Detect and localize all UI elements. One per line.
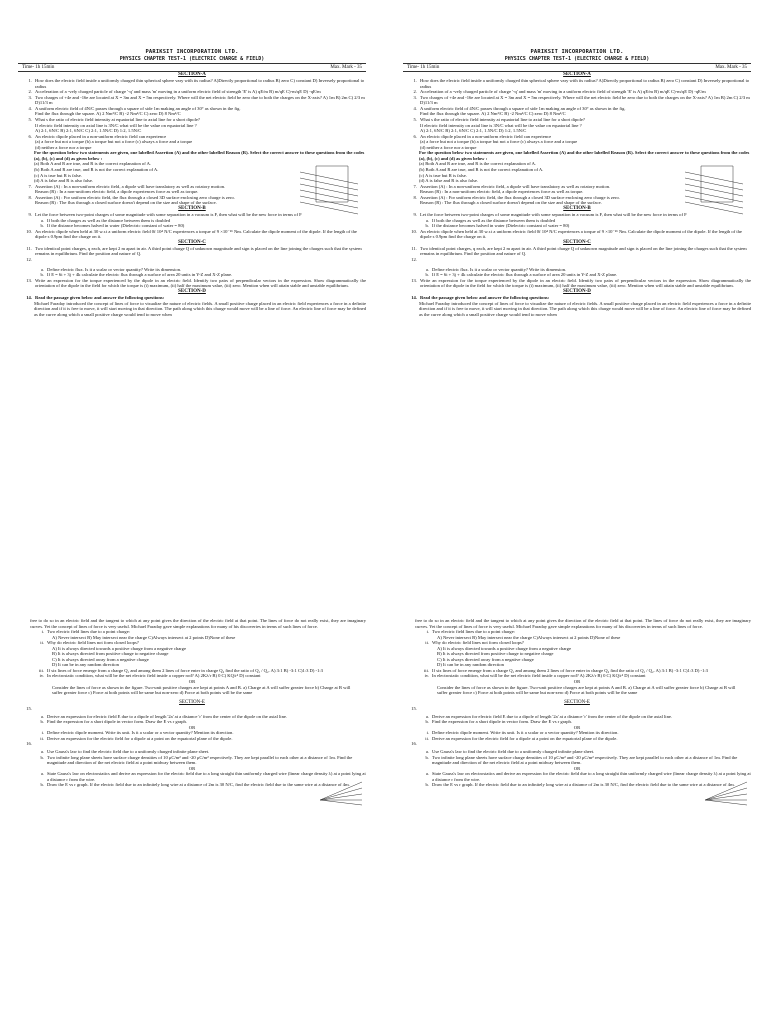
question-11: 11. Two identical point charges, q each, are kept 2 m apart in air. A third point charge Q of unknown magnitude and sign is placed on the line joining the charges such that the system remains in equilibrium. Find the position and nature of Q.	[26, 245, 362, 257]
page-bottom-right: free to do so in an electric field and the tangent to which at any point gives the direction of the electric field at that point. The lines of force do not really exist, they are imaginary curves. Yet the concept of lines of force is very useful. Michael Faraday gave simple explanations for many of his discoveries in terms of such lines of force. i. Two electric field lines due to a point charge: A) Never intersect B) May intersect near the charge C)Always intersect at 2 points D)None of these ii. Why do electric field lines not form closed loops? A) It is always directed towards a positive charge from a negative charge B) It is always directed from positive charge to negative charge C) It is always directed away from a negative charge D) It can be in any random direction iii. If six lines of force emerge from a charge Q₁ and among them 2 lines of force enter in charge Q₂ find the ratio of Q₁ / Q₂. A) 3:1 B) -3:1 C)1:3 D) -1:3 iv. In electrostatic condition, what will be the net electric field inside a copper rod? A) 2Kλ/r B) 0 C) KQ/r² D) constant OR Consider the lines of force as shown in the figure. Two-unit positive charges are kept at points A and B. a) Charge at A will suffer greater force b) Charge at B will suffer greater force c) Force at both points will be same but non-zero d) Force at both points will be the same SECTION-E 15. a. Derive an expression for electric field E due to a dipole of length '2a' at a distance 'r' from the center of the dipole on the axial line. b. Find the expression for a short dipole in vector form. Draw the E vs r graph. OR i. Define electric dipole moment. Write its unit. Is it a scalar or a vector quantity? Mention its direction. ii. Derive an expression for the electric field for a dipole at a point on the equatorial plane of the dipole. 16. a. Use Gauss's law to find the electric field due to a uniformly charged infinite plane sheet. b. Two infinite long plane sheets have surface charge densities of 10 μC/m² and -20 μC/m² respectively. They are kept parallel to each other at a distance of 1m. Find the magnitude and direction of the net electric field at a point midway between them. OR a. State Gauss's law on electrostatics and derive an expression for the electric field due to a long straight thin uniformly charged wire (linear charge density λ) at a point lying at a distance r from the wire. b. Draw the E vs r graph. If the electric field due to an infinitely long wire at a distance of 2m is 30 N/C, find the electric field due to the same wire at a distance of 4m.	[403, 618, 751, 788]
chapter-title: PHYSICS CHAPTER TEST-1 (ELECTRIC CHARGE & FIELD)	[119, 56, 265, 62]
section-d-heading: SECTION-D	[178, 288, 206, 294]
page-top-right: PARIKSIT INCORPORATION LTD. PHYSICS CHAPTER TEST-1 (ELECTRIC CHARGE & FIELD) Time- 1h 15min Max. Mark - 35 SECTION-A 1. How does the electric field inside a uniformly charged thin spherical sphere vary with its radius? A)Directly proportional to radius B) zero C) constant D) Inversely proportional to radius 2. Acceleration of a -vely charged particle of charge '-q' and mass 'm' moving in a uniform electric field of strength 'E' is A) qE/m B) m/qE C)-m/qE D) -qE/m 3. Two charges of +4e and -16e are located at X = 3m and X = 5m respectively. Where will the net electric field be zero due to both the charges on the X-axis? A) 1m B) 2m C) 2/3 m D)11/3 m 4. A uniform electric field of 4N/C passes through a square of side 1m making an angle of 30° as shown in the fig. Find the flux through the square. A) 2 Nm²/C B) -2 Nm²/C C) zero D) 8 Nm²/C 5. What s the ratio of electric field intensity at equatorial line to axial line for a short dipole? If electric field intensity on axial line is 3N/C what will be the value on equatorial line ? A) 2:1, 6N/C B) 2:1, 6N/C C) 2:1, 1.5N/C D) 1:2, 1.5N/C 6. An electric dipole placed in a non-uniform electric field can experience (a) a force but not a torque (b) a torque but not a force (c) always a force and a torque (d) neither a force nor a torque For the question below two statements are given, one labelled Assertion (A) and the other labelled Reason (R). Select the correct answer to these questions from the codes (a), (b), (c) and (d) as given below : (a) Both A and R are true, and R is the correct explanation of A. (b) Both A and R are true, and R is not the correct explanation of A. (c) A is true but R is false. (d) A is false and R is also false. 7. Assertion (A) : In a non-uniform electric field, a dipole will have translatory as well as rotatory motion. Reason (R) : In a non-uniform electric field, a dipole experiences force as well as torque. 8. Assertion (A) : For uniform electric field, the flux through a closed 3D surface enclosing zero charge is zero. Reason (R) : The flux through a closed surface doesn't depend on the size and shape of the surface. SECTION-B 9. Let the force between two-point charges of some magnitude with some separation in a vacuum is F, then what will be the new force in terms of F a. If both the charges as well as the distance between them is doubled b. If the distance becomes halved in water (Dielectric constant of water = 80) 10. An electric dipole when held at 30 w.r.t a uniform electric field 0f 10⁴ N/C experiences a torque of 9 ×10⁻²⁶ Nm. Calculate the dipole moment of the dipole. If the length of the dipole s 0.9pm find the charge on it. SECTION-C 11. Two identical point charges, q each, are kept 2 m apart in air. A third point charge Q of unknown magnitude and sign is placed on the line joining the charges such that the system remains in equilibrium. Find the position and nature of Q. 12. a. Define electric flux. Is it a scalar or vector quantity? Write its dimension. b. If E = 6i + 3j + 4k calculate the electric flux through a surface of area 20 units in Y-Z and X-Z plane. 13. Write an expression for the torque experienced by the dipole in an electric field. Identify two pairs of perpendicular vectors in the expression. Show diagrammatically the orientation of the dipole in the field for which the torque is (i) maximum, (ii) half the maximum value, (iii) zero. Mention when will attain stable and unstable equilibrium. SECTION-D 14. Read the passage given below and answer the following questions: Michael Faraday introduced the concept of lines of force to visualize the nature of electric fields. A small positive charge placed in an electric field experiences a force in a definite direction and if it is free to move, it will start moving in that direction. The path along which this charge would move will be a line of force. An electric line of force may be defined as the curve along which a small positive charge would tend to move when	[403, 48, 751, 317]
ar-option-d: (d) A is false and R is also false.	[34, 178, 94, 184]
org-title: PARIKSIT INCORPORATION LTD.	[145, 49, 239, 55]
question-3: 3. Two charges of +4e and -16e are located at X = 3m and X = 5m respectively. Where will the net electric field be zero due to both the charges on the X-axis? A) 1m B) 2m C) 2/3 m D)11/3 m	[28, 94, 365, 106]
time: Time- 1h 15min	[22, 65, 55, 70]
question-4: 4. A uniform electric field of 4N/C passes through a square of side 1m making an angle of 30° as shown in the fig. Find the flux through the square. A) 2 Nm²/C B) -2 Nm²/C C) zero D) 8 Nm²/C	[28, 105, 241, 117]
passage-part-2: free to do so in an electric field and the tangent to which at any point gives the direction of the electric field at that point. The lines of force do not really exist, they are imaginary curves. Yet the concept of lines of force is very useful. Michael Faraday gave simple explanations for many of his discoveries in terms of such lines of force.	[30, 618, 366, 629]
section-e-heading: SECTION-E	[179, 699, 205, 705]
question-5: 5. What s the ratio of electric field intensity at equatorial line to axial line for a short dipole? If electric field intensity on axial line is 3N/C what will be the value on equatorial line ? A) 2:1, 6N/C B) 2:1, 6N/C C) 2:1, 1.5N/C D) 1:2, 1.5N/C	[28, 117, 200, 134]
assertion-instructions: For the question below two statements are given, one labelled Assertion (A) and the other labelled Reason (R). Select the correct answer to these questions from the codes (a), (b), (c) and (d) as given below :	[34, 150, 365, 161]
page-bottom-left: free to do so in an electric field and the tangent to which at any point gives the direction of the electric field at that point. The lines of force do not really exist, they are imaginary curves. Yet the concept of lines of force is very useful. Michael Faraday gave simple explanations for many of his discoveries in terms of such lines of force. i. Two electric field lines due to a point charge: A) Never intersect B) May intersect near the charge C)Always intersect at 2 points D)None of these ii. Why do electric field lines not form closed loops? A) It is always directed towards a positive charge from a negative charge B) It is always directed from positive charge to negative charge C) It is always directed away from a negative charge D) It can be in any random direction iii. If six lines of force emerge from a charge Q₁ and among them 2 lines of force enter in charge Q₂ find the ratio of Q₁ / Q₂. A) 3:1 B) -3:1 C)1:3 D) -1:3 iv. In electrostatic condition, what will be the net electric field inside a copper rod? A) 2Kλ/r B) 0 C) KQ/r² D) constant OR Consider the lines of force as shown in the figure. Two-unit positive charges are kept at points A and B. a) Charge at A will suffer greater force b) Charge at B will suffer greater force c) Force at both points will be same but non-zero d) Force at both points will be the same SECTION-E 15. a. Derive an expression for electric field E due to a dipole of length '2a' at a distance 'r' from the center of the dipole on the axial line. b. Find the expression for a short dipole in vector form. Draw the E vs r graph. OR i. Define electric dipole moment. Write its unit. Is it a scalar or a vector quantity? Mention its direction. ii. Derive an expression for the electric field for a dipole at a point on the equatorial plane of the dipole. 16. a. Use Gauss's law to find the electric field due to a uniformly charged infinite plane sheet. b. Two infinite long plane sheets have surface charge densities of 10 μC/m² and -20 μC/m² respectively. They are kept parallel to each other at a distance of 1m. Find the magnitude and direction of the net electric field at a point midway between them. OR a. State Gauss's law on electrostatics and derive an expression for the electric field due to a long straight thin uniformly charged wire (linear charge density λ) at a point lying at a distance r from the wire. b. Draw the E vs r graph. If the electric field due to an infinitely long wire at a distance of 2m is 30 N/C, find the electric field due to the same wire at a distance of 4m.	[18, 618, 366, 788]
field-lines-figure	[318, 780, 364, 806]
question-9: 9. Let the force between two-point charges of some magnitude with some separation in a vacuum is F, then what will be the new force in terms of F	[28, 211, 302, 217]
section-b-heading: SECTION-B	[178, 205, 206, 211]
question-1: 1. How does the electric field inside a uniformly charged thin spherical sphere vary with its radius? A)Directly proportional to radius B) zero C) constant D) Inversely proportional to radius	[28, 78, 365, 89]
question-14: 14. Read the passage given below and answer the following questions:	[26, 294, 165, 300]
question-13: 13. Write an expression for the torque experienced by the dipole in an electric field. Identify two pairs of perpendicular vectors in the expression. Show diagrammatically the orientation of the dipole in the field for which the torque is (i) maximum, (ii) half the maximum value, (iii) zero. Mention when will attain stable and unstable equilibrium.	[26, 277, 366, 289]
question-6: 6. An electric dipole placed in a non-uniform electric field can experience (a) a force but not a torque (b) a torque but not a force (c) always a force and a torque (d) neither a force nor a torque	[28, 133, 193, 150]
section-c-heading: SECTION-C	[178, 239, 206, 245]
flux-square-figure-copy	[683, 158, 745, 218]
question-12: 12.	[26, 257, 32, 263]
question-8: 8. Assertion (A) : For uniform electric field, the flux through a closed 3D surface enclosing zero charge is zero. Reason (R) : The flux through a closed surface doesn't depend on the size and shape of the surface.	[28, 194, 235, 206]
question-2: 2. Acceleration of a -vely charged particle of charge '-q' and mass 'm' moving in a uniform electric field of strength 'E' is A) qE/m B) m/qE C)-m/qE D) -qE/m	[28, 89, 321, 95]
ar-option-c: (c) A is true but R is false.	[34, 172, 82, 178]
question-10: 10. An electric dipole when held at 30 w.r.t a uniform electric field 0f 10⁴ N/C experiences a torque of 9 ×10⁻²⁶ Nm. Calculate the dipole moment of the dipole. If the length of the dipole s 0.9pm find the charge on it.	[26, 228, 357, 240]
passage-part-1: Michael Faraday introduced the concept of lines of force to visualize the nature of electric fields. A small positive charge placed in an electric field experiences a force in a definite direction and if it is free to move, it will start moving in that direction. The path along which this charge would move will be a line of force. An electric line of force may be defined as the curve along which a small positive charge would tend to move when	[34, 300, 366, 317]
field-lines-figure-copy	[703, 780, 749, 806]
meta-row	[18, 63, 366, 72]
page-top-left: PARIKSIT INCORPORATION LTD. PHYSICS CHAPTER TEST-1 (ELECTRIC CHARGE & FIELD) Time- 1h 15min Max. Mark - 35 SECTION-A 1. How does the electric field inside a uniformly charged thin spherical sphere vary with its radius? A)Directly proportional to radius B) zero C) constant D) Inversely proportional to radius 2. Acceleration of a -vely charged particle of charge '-q' and mass 'm' moving in a uniform electric field of strength 'E' is A) qE/m B) m/qE C)-m/qE D) -qE/m 3. Two charges of +4e and -16e are located at X = 3m and X = 5m respectively. Where will the net electric field be zero due to both the charges on the X-axis? A) 1m B) 2m C) 2/3 m D)11/3 m 4. A uniform electric field of 4N/C passes through a square of side 1m making an angle of 30° as shown in the fig. Find the flux through the square. A) 2 Nm²/C B) -2 Nm²/C C) zero D) 8 Nm²/C 5. What s the ratio of electric field intensity at equatorial line to axial line for a short dipole? If electric field intensity on axial line is 3N/C what will be the value on equatorial line ? A) 2:1, 6N/C B) 2:1, 6N/C C) 2:1, 1.5N/C D) 1:2, 1.5N/C 6. An electric dipole placed in a non-uniform electric field can experience (a) a force but not a torque (b) a torque but not a force (c) always a force and a torque (d) neither a force nor a torque For the question below two statements are given, one labelled Assertion (A) and the other labelled Reason (R). Select the correct answer to these questions from the codes (a), (b), (c) and (d) as given below : (a) Both A and R are true, and R is the correct explanation of A. (b) Both A and R are true, and R is not the correct explanation of A. (c) A is true but R is false. (d) A is false and R is also false. 7. Assertion (A) : In a non-uniform electric field, a dipole will have translatory as well as rotatory motion. Reason (R) : In a non-uniform electric field, a dipole experiences force as well as torque. 8. Assertion (A) : For uniform electric field, the flux through a closed 3D surface enclosing zero charge is zero. Reason (R) : The flux through a closed surface doesn't depend on the size and shape of the surface. SECTION-B 9. Let the force between two-point charges of some magnitude with some separation in a vacuum is F, then what will be the new force in terms of F a. If both the charges as well as the distance between them is doubled b. If the distance becomes halved in water (Dielectric constant of water = 80) 10. An electric dipole when held at 30 w.r.t a uniform electric field 0f 10⁴ N/C experiences a torque of 9 ×10⁻²⁶ Nm. Calculate the dipole moment of the dipole. If the length of the dipole s 0.9pm find the charge on it. SECTION-C 11. Two identical point charges, q each, are kept 2 m apart in air. A third point charge Q of unknown magnitude and sign is placed on the line joining the charges such that the system remains in equilibrium. Find the position and nature of Q. 12. a. Define electric flux. Is it a scalar or vector quantity? Write its dimension. b. If E = 6i + 3j + 4k calculate the electric flux through a surface of area 20 units in Y-Z and X-Z plane. 13. Write an expression for the torque experienced by the dipole in an electric field. Identify two pairs of perpendicular vectors in the expression. Show diagrammatically the orientation of the dipole in the field for which the torque is (i) maximum, (ii) half the maximum value, (iii) zero. Mention when will attain stable and unstable equilibrium. SECTION-D 14. Read the passage given below and answer the following questions: Michael Faraday introduced the concept of lines of force to visualize the nature of electric fields. A small positive charge placed in an electric field experiences a force in a definite direction and if it is free to move, it will start moving in that direction. The path along which this charge would move will be a line of force. An electric line of force may be defined as the curve along which a small positive charge would tend to move when	[18, 48, 366, 317]
max-mark: Max. Mark - 35	[330, 65, 362, 70]
question-7: 7. Assertion (A) : In a non-uniform electric field, a dipole will have translatory as well as rotatory motion. Reason (R) : In a non-uniform electric field, a dipole experiences force as well as torque.	[28, 183, 226, 195]
ar-option-b: (b) Both A and R are true, and R is not the correct explanation of A.	[34, 166, 159, 172]
flux-square-figure	[298, 158, 360, 218]
section-a-heading: SECTION-A	[178, 72, 206, 77]
ar-option-a: (a) Both A and R are true, and R is the correct explanation of A.	[34, 161, 152, 167]
